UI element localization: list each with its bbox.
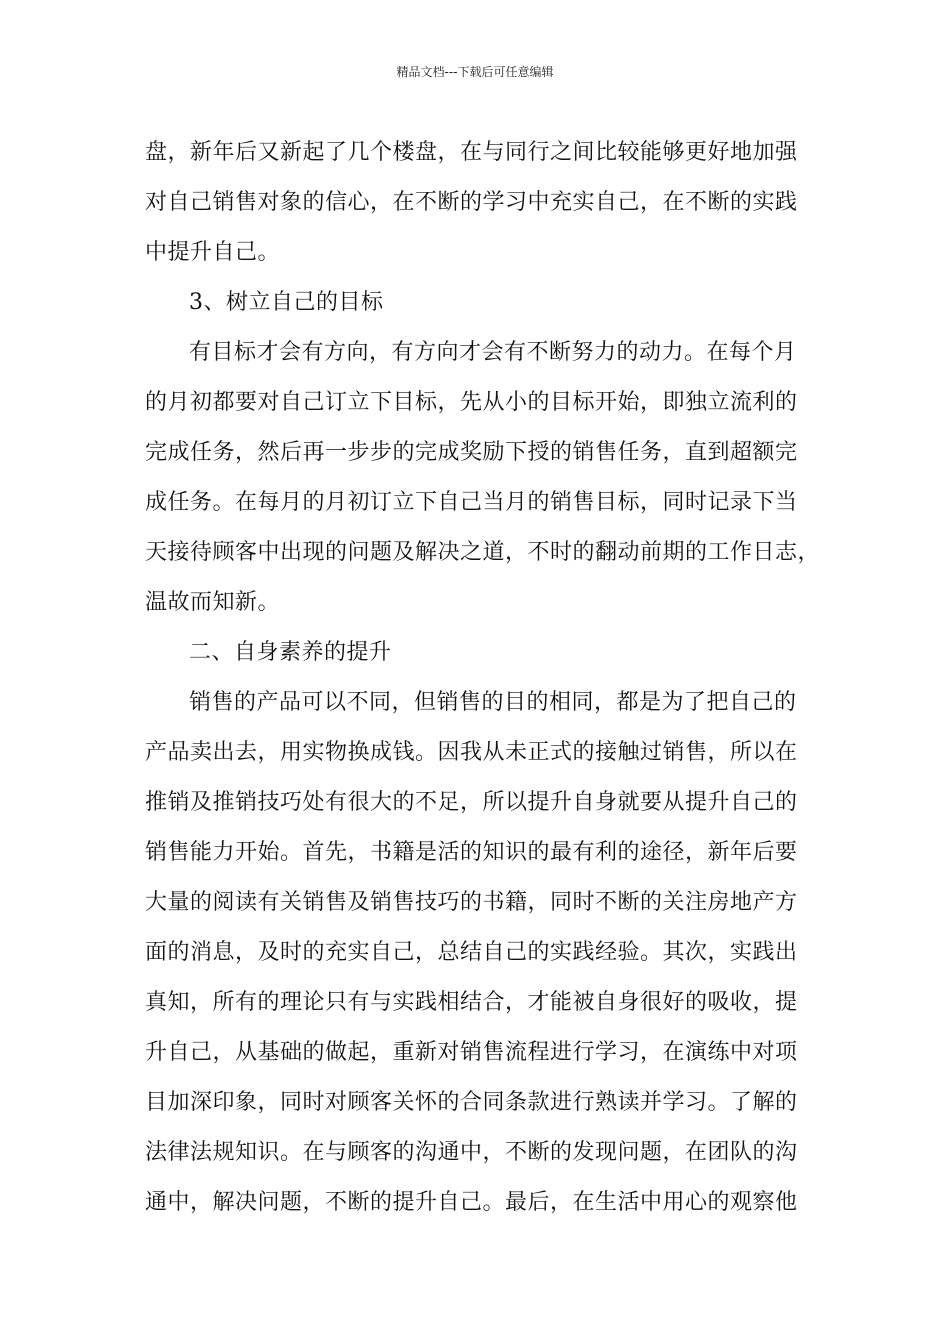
paragraph-line: 盘，新年后又新起了几个楼盘，在与同行之间比较能够更好地加强 — [145, 140, 798, 165]
section-heading: 二、自身素养的提升 — [189, 640, 392, 665]
paragraph-line: 销售能力开始。首先，书籍是活的知识的最有利的途径，新年后要 — [145, 840, 798, 865]
paragraph-line: 销售的产品可以不同，但销售的目的相同，都是为了把自己的 — [189, 690, 797, 715]
section-heading: 3、树立自己的目标 — [189, 290, 384, 315]
paragraph-line: 目加深印象，同时对顾客关怀的合同条款进行熟读并学习。了解的 — [145, 1090, 798, 1115]
paragraph-line: 真知，所有的理论只有与实践相结合，才能被自身很好的吸收，提 — [145, 990, 798, 1015]
paragraph-line: 天接待顾客中出现的问题及解决之道，不时的翻动前期的工作日志， — [145, 540, 821, 565]
document-body — [145, 128, 821, 1228]
paragraph-line: 升自己，从基础的做起，重新对销售流程进行学习，在演练中对项 — [145, 1040, 798, 1065]
paragraph-line: 温故而知新。 — [145, 590, 281, 615]
paragraph-line: 对自己销售对象的信心，在不断的学习中充实自己，在不断的实践 — [145, 190, 798, 215]
paragraph-line: 成任务。在每月的月初订立下自己当月的销售目标，同时记录下当 — [145, 490, 798, 515]
paragraph-line: 有目标才会有方向，有方向才会有不断努力的动力。在每个月 — [189, 340, 797, 365]
paragraph-line: 完成任务，然后再一步步的完成奖励下授的销售任务，直到超额完 — [145, 440, 798, 465]
paragraph-line: 法律法规知识。在与顾客的沟通中，不断的发现问题，在团队的沟 — [145, 1140, 798, 1165]
paragraph-line: 大量的阅读有关销售及销售技巧的书籍，同时不断的关注房地产方 — [145, 890, 798, 915]
paragraph-line: 的月初都要对自己订立下目标，先从小的目标开始，即独立流利的 — [145, 390, 798, 415]
paragraph-line: 面的消息，及时的充实自己，总结自己的实践经验。其次，实践出 — [145, 940, 798, 965]
paragraph-line: 推销及推销技巧处有很大的不足，所以提升自身就要从提升自己的 — [145, 790, 798, 815]
paragraph-line: 通中，解决问题，不断的提升自己。最后，在生活中用心的观察他 — [145, 1190, 798, 1215]
paragraph-line: 产品卖出去，用实物换成钱。因我从未正式的接触过销售，所以在 — [145, 740, 798, 765]
paragraph-line: 中提升自己。 — [145, 240, 281, 265]
page-header: 精品文档---下载后可任意编辑 — [396, 65, 554, 79]
